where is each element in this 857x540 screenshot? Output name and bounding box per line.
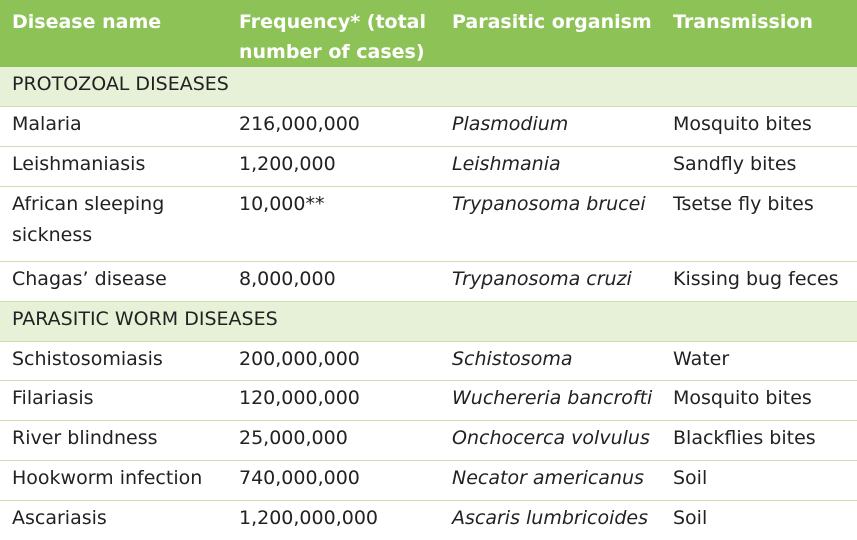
transmission: Kissing bug feces [661,261,857,301]
table-row [0,461,857,501]
header-transmission: Transmission [661,0,857,67]
parasitic-organism: Leishmania [440,146,661,186]
section-title: PROTOZOAL DISEASES [0,67,857,106]
transmission: Water [661,341,857,381]
parasitic-organism: Trypanosoma cruzi [440,261,661,301]
frequency: 1,200,000,000 [239,507,379,530]
frequency: 25,000,000 [227,421,440,461]
frequency: 740,000,000 [227,461,440,501]
transmission: Mosquito bites [661,106,857,146]
section-title: PARASITIC WORM DISEASES [0,301,857,341]
table-row [0,106,857,146]
disease-name: Malaria [0,106,227,146]
parasitic-organism: Schistosoma [440,341,661,381]
table-row [0,381,857,421]
table-row [0,261,857,301]
header-frequency: Frequency* (total number of cases) [227,0,440,67]
parasitic-organism: Necator americanus [440,461,661,501]
table-row [0,186,857,261]
disease-name: Ascariasis [12,507,107,530]
parasitic-organism: Ascaris lumbricoides [452,507,648,530]
frequency: 8,000,000 [227,261,440,301]
transmission: Tsetse fly bites [661,186,857,261]
table-row [0,341,857,381]
transmission: Soil [661,461,857,501]
disease-name: African sleeping sickness [0,186,227,261]
table-row [0,146,857,186]
parasitic-organism: Trypanosoma brucei [440,186,661,261]
frequency: 200,000,000 [227,341,440,381]
parasitic-organism: Plasmodium [440,106,661,146]
frequency: 120,000,000 [227,381,440,421]
transmission: Mosquito bites [661,381,857,421]
frequency: 10,000** [227,186,440,261]
disease-name: Chagas’ disease [0,261,227,301]
frequency: 1,200,000 [227,146,440,186]
table-row [0,421,857,461]
parasitic-organism: Wuchereria bancrofti [440,381,661,421]
header-parasitic-organism: Parasitic organism [440,0,661,67]
disease-name: Schistosomiasis [0,341,227,381]
section-row-parasitic-worm [0,301,857,341]
transmission: Sandfly bites [661,146,857,186]
section-row-protozoal [0,67,857,106]
disease-name: Filariasis [0,381,227,421]
disease-name: Leishmaniasis [0,146,227,186]
disease-name: Hookworm infection [0,461,227,501]
transmission: Blackflies bites [661,421,857,461]
frequency: 216,000,000 [227,106,440,146]
header-disease-name: Disease name [0,0,227,67]
parasitic-organism: Onchocerca volvulus [440,421,661,461]
transmission: Soil [673,507,708,530]
header-row [0,0,857,67]
disease-name: River blindness [0,421,227,461]
table-row [0,501,857,540]
